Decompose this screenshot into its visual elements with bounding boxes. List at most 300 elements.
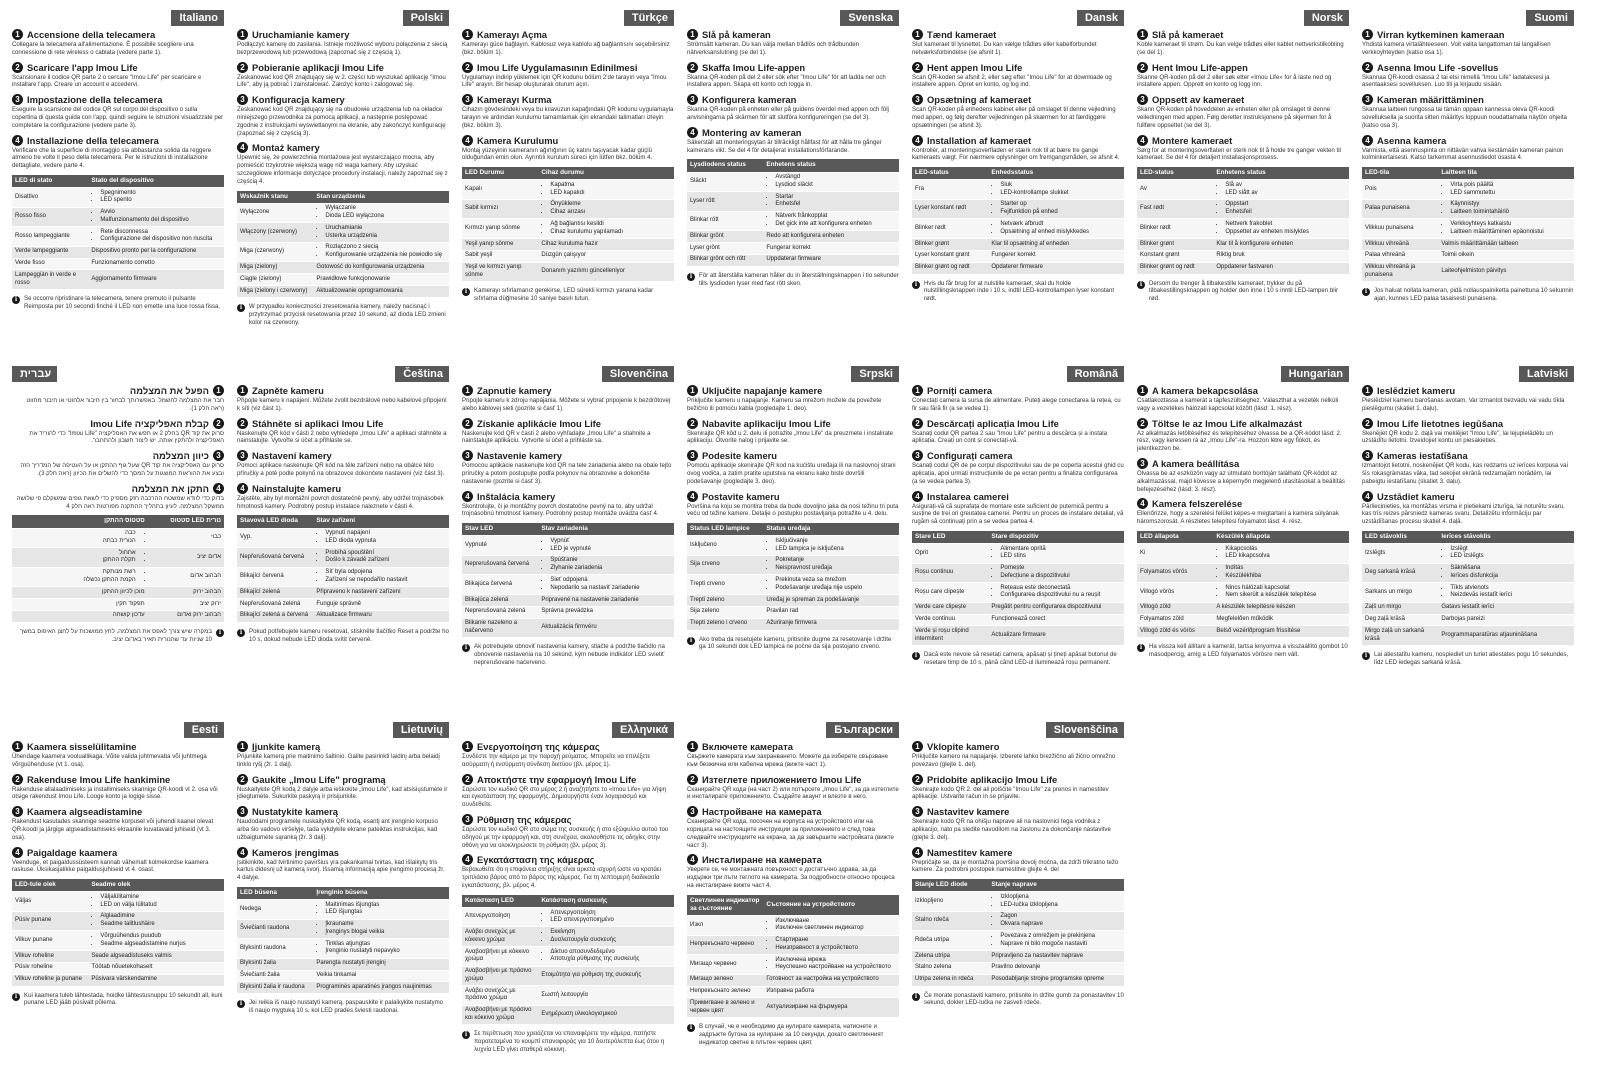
device-status-header: Ierīces stāvoklis bbox=[1438, 531, 1574, 544]
device-state-cell bbox=[1213, 219, 1349, 239]
table-row bbox=[1362, 238, 1574, 250]
language-section bbox=[687, 366, 899, 651]
device-state-item: • Indítás bbox=[1225, 565, 1346, 573]
led-state-cell: Neprerušovaná zelená bbox=[462, 606, 538, 618]
step-number-icon: 3 bbox=[687, 806, 698, 817]
table-row bbox=[912, 974, 1124, 985]
table-row bbox=[462, 618, 674, 637]
device-state-item: • LED απενεργοποιημένο bbox=[550, 917, 671, 925]
table-header-row bbox=[1137, 531, 1349, 544]
step-number-icon: 4 bbox=[912, 491, 923, 502]
device-state-cell bbox=[763, 172, 899, 192]
table-row bbox=[1137, 583, 1349, 603]
led-status-table bbox=[12, 879, 224, 985]
step-number-icon: 2 bbox=[912, 418, 923, 429]
device-state-cell bbox=[988, 544, 1124, 564]
step-text: Priključite kamero na napajanje. Izberete lahko brezžično ali žično omrežno povezavo (glejte 1. del). bbox=[912, 753, 1116, 768]
step-title: Configurați camera bbox=[927, 450, 1013, 462]
led-status-table bbox=[1137, 531, 1349, 637]
device-state-cell bbox=[1438, 583, 1574, 603]
step-heading bbox=[687, 62, 899, 73]
device-state-list bbox=[766, 957, 896, 972]
device-state-item: Veikia tinkamai bbox=[316, 972, 357, 979]
step-number-icon: 2 bbox=[1137, 418, 1148, 429]
step-number-icon: 4 bbox=[213, 483, 224, 494]
step-heading bbox=[912, 847, 1124, 858]
step-text: Priključite kameru u napajanje. Kameru sa mrežom možete da povežete bežično ili pomoću kabla (pogledajte 1. deo). bbox=[687, 397, 882, 412]
step-text: Rakendust kasutades skannige seadme korpusel või juhendi kaanel olevat QR-koodi ja järgige algseadistamiseks ekraanile kuvatavaid juhiseid (vt 3. osa). bbox=[12, 818, 214, 841]
led-state-cell: Villogó vörös bbox=[1137, 583, 1213, 603]
language-section bbox=[1362, 366, 1574, 667]
step-title: Impostazione della telecamera bbox=[27, 94, 163, 106]
step-number-icon: 2 bbox=[237, 774, 248, 785]
device-state-list bbox=[541, 182, 671, 197]
step-title: Töltse le az Imou Life alkalmazást bbox=[1152, 417, 1303, 429]
led-state-cell: Püsiv roheline bbox=[12, 962, 88, 974]
table-row bbox=[462, 986, 674, 1006]
step-heading bbox=[237, 62, 449, 73]
step-text: Pieslēdziet kameru barošanas avotam. Var izmantot bezvadu vai vadu tīkla pieslēgumu (skatiet 1. daļu). bbox=[1362, 397, 1565, 412]
step-block bbox=[687, 62, 899, 90]
device-state-cell bbox=[538, 594, 674, 606]
led-status-header: Stavová LED dioda bbox=[237, 515, 313, 528]
device-state-cell bbox=[538, 618, 674, 637]
device-state-item: • Kikapcsolás bbox=[1225, 546, 1346, 554]
table-row bbox=[237, 242, 449, 262]
led-status-header: Status LED lampice bbox=[687, 523, 763, 536]
device-status-header: Stanje naprave bbox=[988, 879, 1124, 892]
led-state-cell: Zaļš un mirgo bbox=[1362, 602, 1438, 614]
step-block bbox=[462, 94, 674, 129]
device-status-header: Status uređaja bbox=[763, 523, 899, 536]
step-block bbox=[1137, 29, 1349, 57]
device-state-item: Aktualizace firmwaru bbox=[316, 612, 372, 619]
table-row bbox=[1137, 250, 1349, 262]
table-row bbox=[1362, 180, 1574, 200]
device-state-list bbox=[766, 577, 896, 592]
step-block bbox=[12, 135, 224, 170]
step-text: סרוק עם האפליקציה את קוד QR שעל גוף ההתקן או על העטיפה של המדריך הזה ובצע את ההוראות המוצגות על המסך כדי להשלים את הכיוון (ראה חלק 3). bbox=[20, 462, 224, 477]
device-state-list bbox=[1216, 182, 1346, 197]
step-heading bbox=[912, 741, 1124, 752]
device-state-list bbox=[15, 530, 145, 545]
device-state-item: Opdaterer firmware bbox=[991, 264, 1043, 271]
step-block bbox=[912, 94, 1124, 129]
step-heading bbox=[1362, 29, 1574, 40]
table-row bbox=[12, 528, 224, 548]
step-heading bbox=[912, 774, 1124, 785]
step-block bbox=[12, 741, 224, 769]
device-state-cell bbox=[1438, 563, 1574, 583]
device-status-header: Készülék állapota bbox=[1213, 531, 1349, 544]
step-text: Scan QR-koden på enhedens kabinet eller på omslaget til denne vejledning med appen, og følg derefter vejledningen på skærmen for at færdiggøre opsætningen (se afsnit 3). bbox=[912, 106, 1116, 129]
step-text: Skannaa laitteen rungossa tai tämän oppaan kannessa oleva QR-koodi sovelluksella ja suorita sitten määritys loppuun noudattamalla näytön ohjeita (katso osa 3). bbox=[1362, 106, 1567, 129]
step-number-icon: 1 bbox=[687, 29, 698, 40]
step-number-icon: 3 bbox=[912, 94, 923, 105]
reset-note-text: För att återställa kameran håller du in återställningsknappen i tio sekunder tills lysdioden lyser med fast rött sken. bbox=[699, 271, 899, 287]
device-state-item: • Nepodarilo sa nastaviť zariadenie bbox=[550, 585, 671, 593]
step-number-icon: 1 bbox=[1362, 385, 1373, 396]
reset-note-text: Se occorre ripristinare la telecamera, tenere premuto il pulsante Reimposta per 10 secondi finché il LED non emette una luce rossa fissa. bbox=[24, 295, 221, 310]
language-section bbox=[1137, 366, 1349, 659]
device-state-item: • Det gick inte att konfigurera enheten bbox=[775, 221, 896, 229]
device-state-cell bbox=[313, 262, 449, 274]
device-state-cell bbox=[1438, 238, 1574, 250]
led-status-table bbox=[1362, 167, 1574, 281]
table-header-row bbox=[12, 879, 224, 892]
device-state-item: • רשת מנותקת bbox=[15, 569, 136, 577]
language-section bbox=[462, 722, 674, 1054]
step-number-icon: 2 bbox=[687, 62, 698, 73]
device-state-cell bbox=[12, 587, 148, 599]
table-header-row bbox=[12, 175, 224, 188]
device-state-item: Klar til opsætning af enheden bbox=[991, 240, 1070, 247]
step-number-icon: 2 bbox=[912, 62, 923, 73]
device-state-list bbox=[766, 937, 896, 952]
device-state-cell bbox=[1438, 614, 1574, 626]
table-row bbox=[462, 606, 674, 618]
language-header bbox=[687, 10, 899, 26]
step-block bbox=[912, 491, 1124, 526]
step-number-icon: 2 bbox=[237, 62, 248, 73]
step-heading bbox=[1362, 450, 1574, 461]
step-text: Scan QR-koden se afsnit 2, eller søg efter "Imou Life" for at downloade og installere appen. Opret en konto, og log ind. bbox=[912, 73, 1112, 89]
step-number-icon: 2 bbox=[1362, 418, 1373, 429]
step-text: Βεβαιωθείτε ότι η επιφάνεια στήριξης είναι αρκετά ισχυρή ώστε να κρατάει τριπλάσιο βάρος από το βάρος της κάμερας. Για τη λεπτομερή διαδικασία εγκατάστασης, βλ. μέρος 4. bbox=[462, 866, 661, 889]
table-row bbox=[12, 931, 224, 951]
step-text: Pomoću aplikacije skenirajte QR kod na kućištu uređaja ili na naslovnoj strani ovog vodiča, a zatim pratite uputstva na ekranu kako biste dovršili podešavanje (pogledajte 3. deo). bbox=[687, 462, 896, 485]
led-status-table bbox=[12, 175, 224, 289]
device-state-item: • Αποτυχία ρύθμισης της συσκευής bbox=[550, 956, 671, 964]
device-state-cell bbox=[88, 258, 224, 270]
led-state-cell: Verde continuu bbox=[912, 614, 988, 626]
step-block bbox=[237, 806, 449, 841]
reset-note bbox=[237, 999, 449, 1015]
table-row bbox=[912, 180, 1124, 200]
led-state-cell: Roșu care clipește bbox=[912, 583, 988, 603]
step-text: Olvassa be az eszközön vagy az útmutató borítóján található QR-kódot az alkalmazással, majd kövesse a képernyőn megjelenő utasításokat a beállítás befejezéséhez (lásd: 3. rész). bbox=[1137, 469, 1345, 493]
step-number-icon: 1 bbox=[1137, 385, 1148, 396]
device-state-list bbox=[541, 949, 671, 964]
step-number-icon: 1 bbox=[12, 29, 23, 40]
device-state-item: A készülék telepítésre készen bbox=[1216, 604, 1296, 611]
step-title: הפעל את המצלמה bbox=[129, 385, 209, 396]
device-state-cell bbox=[88, 207, 224, 227]
led-status-header: נורית LED סטטוס bbox=[148, 515, 224, 528]
led-state-cell: Verde care clipește bbox=[912, 602, 988, 614]
table-row bbox=[237, 610, 449, 621]
table-row bbox=[462, 250, 674, 262]
step-text: סרוק את קוד QR בחלק 2 או חפש את האפליקציה "Imou Life" כדי להוריד את האפליקציה ולהתקין אותה. יש ליצור חשבון ולהתחבר. bbox=[29, 429, 224, 445]
step-title: Kameran määrittäminen bbox=[1377, 94, 1484, 106]
table-header-row bbox=[687, 895, 899, 916]
device-state-list bbox=[541, 221, 671, 236]
device-state-cell bbox=[538, 947, 674, 967]
step-block bbox=[1362, 135, 1574, 163]
step-text: Připojte kameru k napájení. Můžete zvolit bezdrátové nebo kabelové připojení k síti (viz část 1). bbox=[237, 397, 447, 412]
table-row bbox=[237, 599, 449, 611]
step-heading bbox=[12, 806, 224, 817]
step-number-icon: 2 bbox=[1362, 62, 1373, 73]
info-icon: i bbox=[462, 644, 470, 652]
device-state-item: • Oppstart bbox=[1225, 201, 1346, 209]
step-number-icon: 3 bbox=[12, 806, 23, 817]
led-state-cell: Ανάβει συνεχώς με κόκκινο χρώμα bbox=[462, 927, 538, 947]
table-header-row bbox=[12, 515, 224, 528]
led-state-cell: Sarkans un mirgo bbox=[1362, 583, 1438, 603]
reset-note-text: במקרה שיש צורך לאפס את המצלמה, לחץ ממושכות על לחצן האיפוס במשך 10 שניות עד שהנורית תאיר באדום יציב. bbox=[20, 627, 212, 643]
device-state-item: • Kapatma bbox=[550, 182, 671, 190]
step-text: Сканирайте QR кода (на част 2) или потърсете „Imou Life", за да изтеглите и инсталирате приложението. Създайте акаунт и влезте в него. bbox=[687, 785, 899, 801]
led-state-cell: Pois bbox=[1362, 180, 1438, 200]
led-state-cell: Miga (zielony) bbox=[237, 262, 313, 274]
reset-note-text: Kamerayı sıfırlamanız gerekirse, LED sürekli kırmızı yanana kadar sıfırlama düğmesine 10 saniye basılı tutun. bbox=[474, 287, 654, 302]
table-row bbox=[687, 211, 899, 231]
info-icon: i bbox=[237, 629, 245, 637]
device-state-list bbox=[1441, 201, 1571, 216]
table-row bbox=[687, 916, 899, 936]
step-text: Sørg for at monteringsoverflaten er sterk nok til å holde tre ganger vekten til kameraet. Se del 4 for detaljert installasjonsprosess. bbox=[1137, 146, 1341, 162]
device-state-item: Belső vezérlőprogram frissítése bbox=[1216, 628, 1301, 635]
step-heading bbox=[1362, 94, 1574, 105]
led-status-table bbox=[687, 523, 899, 629]
table-row bbox=[912, 250, 1124, 262]
step-block bbox=[462, 135, 674, 163]
reset-note bbox=[1137, 643, 1349, 659]
reset-note-text: Če morate ponastaviti kamero, pritisnite in držite gumb za ponastavitev 10 sekund, dokler LED-lučka ne zasveti rdeče. bbox=[924, 991, 1124, 1007]
table-row bbox=[687, 192, 899, 212]
table-row bbox=[1137, 199, 1349, 219]
step-heading bbox=[12, 418, 224, 429]
step-text: Csatlakoztassa a kamerát a tápfeszültséghez. Választhat a vezeték nélküli vagy a vezetékes hálózati kapcsolat között (lásd: 1. rész). bbox=[1137, 397, 1339, 412]
led-state-cell: Blikající zelená a červená bbox=[237, 610, 313, 621]
device-state-item: • Malfunzionamento del dispositivo bbox=[100, 217, 221, 225]
step-text: Naudodami programėlę nuskaitykite QR kodą, esantį ant įrenginio korpuso arba šio vadovo viršelyje, tada vykdykite ekrane pateiktas instrukcijas, kad užbaigtumėte sąranką (žr. 3 dalį). bbox=[237, 818, 438, 841]
device-state-cell bbox=[313, 587, 449, 599]
device-state-cell bbox=[313, 900, 449, 920]
step-heading bbox=[462, 854, 674, 865]
step-text: Skenirajte QR kôd u 2. delu ili potražite „Imou Life" da preuzmete i instalirate aplikaciju. Otvorite nalog i prijavite se. bbox=[687, 429, 894, 445]
device-state-item: • Avstängd bbox=[775, 174, 896, 182]
device-state-item: Pripravljeno za nastavitev naprave bbox=[991, 952, 1084, 959]
step-number-icon: 2 bbox=[12, 62, 23, 73]
device-state-item: • LED stins bbox=[1000, 553, 1121, 561]
device-state-item: Aktualizowanie oprogramowania bbox=[316, 287, 403, 294]
step-heading bbox=[462, 450, 674, 461]
table-row bbox=[462, 262, 674, 281]
device-state-cell bbox=[763, 998, 899, 1017]
step-title: Paigaldage kaamera bbox=[27, 846, 118, 858]
device-state-item: • Изключена мрежа bbox=[775, 957, 896, 965]
led-state-cell: Blinker grønt bbox=[1137, 238, 1213, 250]
table-row bbox=[12, 188, 224, 208]
device-status-header: Stav zařízení bbox=[313, 515, 449, 528]
device-state-list bbox=[766, 213, 896, 228]
step-text: Naskenujte QR kód v části 2 nebo vyhledejte „Imou Life" a aplikaci stáhněte a nainstalujte. Vytvořte si účet a přihlaste se. bbox=[237, 429, 447, 445]
device-state-cell bbox=[1213, 583, 1349, 603]
device-state-item: • Rete disconnessa bbox=[100, 229, 221, 237]
step-title: Hent Imou Life-appen bbox=[1152, 61, 1248, 73]
device-state-item: • Probíhá spouštění bbox=[325, 550, 446, 558]
step-heading bbox=[1362, 385, 1574, 396]
device-state-item: Donanım yazılımı güncelleniyor bbox=[541, 268, 626, 275]
device-state-item: • Απενεργοποίηση bbox=[550, 910, 671, 918]
led-state-cell: Fast rødt bbox=[1137, 199, 1213, 219]
table-row bbox=[12, 892, 224, 912]
led-state-cell: Nepřerušovaná červená bbox=[237, 548, 313, 568]
step-title: Kamerayı Kurma bbox=[477, 94, 552, 106]
table-row bbox=[237, 548, 449, 568]
led-state-cell: Vilkuv punane bbox=[12, 931, 88, 951]
table-row bbox=[1137, 262, 1349, 273]
step-number-icon: 2 bbox=[12, 774, 23, 785]
info-icon: i bbox=[1362, 652, 1370, 660]
reset-note-text: W przypadku konieczności zresetowania kamery, należy nacisnąć i przytrzymać przycisk resetowania przez 10 sekund, aż dioda LED zmieni kolor na czerwony. bbox=[249, 302, 446, 326]
table-row bbox=[237, 587, 449, 599]
led-state-cell: Blyksinti raudona bbox=[237, 939, 313, 959]
step-heading bbox=[237, 142, 449, 153]
device-state-item: • Alglaadimine bbox=[100, 913, 221, 921]
table-row bbox=[237, 982, 449, 993]
step-text: Scanați codul QR partea 2 sau "Imou Life" pentru a descărca și a instala aplicația. Creați un cont și conectați-vă. bbox=[912, 429, 1108, 445]
step-title: Kameras iestatīšana bbox=[1377, 450, 1468, 462]
step-text: Σαρώστε τον κωδικό QR στο σώμα της συσκευής ή στο εξώφυλλο αυτού του οδηγού με την εφαρμογή και, στη συνέχεια, ακολουθήστε τις οδηγίες στην οθόνη για να ολοκληρώσετε τη ρύθμιση (βλ. μέρος 3). bbox=[462, 825, 669, 849]
language-section bbox=[237, 722, 449, 1015]
led-state-cell: Blinkar grönt bbox=[687, 231, 763, 243]
device-state-cell bbox=[538, 199, 674, 219]
device-state-item: • Neizdevās iestatīt ierīci bbox=[1450, 592, 1571, 600]
step-number-icon: 2 bbox=[687, 418, 698, 429]
device-state-cell bbox=[763, 594, 899, 606]
step-block bbox=[1137, 418, 1349, 453]
step-block bbox=[912, 847, 1124, 875]
language-section bbox=[237, 10, 449, 326]
led-status-table bbox=[1362, 531, 1574, 645]
device-state-list bbox=[991, 546, 1121, 561]
step-title: Ενεργοποίηση της κάμερας bbox=[477, 741, 600, 752]
step-title: Slå på kameraet bbox=[1152, 29, 1224, 40]
info-icon: i bbox=[12, 296, 20, 304]
led-state-cell: Izslēgts bbox=[1362, 544, 1438, 564]
step-heading bbox=[237, 741, 449, 752]
device-state-list bbox=[91, 894, 221, 909]
step-heading bbox=[912, 135, 1124, 146]
device-state-cell bbox=[763, 243, 899, 255]
step-text: Ühendage kaamera vooluallikaga. Võite valida juhtmevaba või juhtmega võrguühenduse (vt 1. osa). bbox=[12, 753, 207, 768]
led-state-cell: Vilkkuu vihreänä bbox=[1362, 238, 1438, 250]
step-heading bbox=[12, 483, 224, 494]
led-state-cell: הבהוב אדום bbox=[148, 567, 224, 587]
device-state-item: • Naprave ni bilo mogoče nastaviti bbox=[1000, 941, 1121, 949]
step-heading bbox=[237, 418, 449, 429]
device-state-item: • Vypnúť bbox=[550, 538, 671, 546]
reset-note bbox=[912, 651, 1124, 667]
step-title: Kamera felszerelése bbox=[1152, 498, 1243, 510]
device-state-cell bbox=[538, 219, 674, 239]
device-state-cell bbox=[988, 911, 1124, 931]
device-state-cell bbox=[1213, 238, 1349, 250]
step-block bbox=[687, 741, 899, 769]
step-title: Imou Life lietotnes iegūšana bbox=[1377, 417, 1504, 429]
device-state-item: Pripravené na nastavenie zariadenie bbox=[541, 596, 639, 603]
table-row bbox=[1137, 626, 1349, 637]
device-state-item: Programmaparatūras atjaunināšana bbox=[1441, 631, 1538, 638]
device-state-cell bbox=[763, 955, 899, 975]
device-state-item: • Стартиране bbox=[775, 937, 896, 945]
table-row bbox=[12, 258, 224, 270]
step-text: Az alkalmazás letöltéséhez és telepítéséhez olvassa be a QR-kódot lásd: 2. rész, vagy keressen rá az „Imou Life"-ra. Hozzon létre egy fiókot, és jelentkezzen be. bbox=[1137, 429, 1342, 453]
led-state-cell: Miga (zielony i czerwony) bbox=[237, 286, 313, 297]
led-state-cell: Verde și roșu clipind intermitent bbox=[912, 626, 988, 645]
step-heading bbox=[687, 774, 899, 785]
step-block bbox=[687, 385, 899, 413]
device-state-item: Ενημέρωση υλικολογισμικού bbox=[541, 1011, 617, 1018]
step-number-icon: 2 bbox=[912, 774, 923, 785]
reset-note-text: Ha vissza kell állítani a kamerát, tartsa lenyomva a visszaállító gombot 10 másodpercig, amíg a LED folyamatos vörösre nem vált. bbox=[1149, 643, 1348, 659]
step-title: Nainstalujte kameru bbox=[252, 482, 342, 494]
reset-note-text: Dacă este nevoie să resetați camera, apăsați și țineți apăsat butonul de resetare timp de 10 s, până când LED-ul iluminează roșu permanent. bbox=[924, 651, 1117, 666]
device-state-list bbox=[1216, 221, 1346, 236]
led-state-cell: Villogó zöld és vörös bbox=[1137, 626, 1213, 637]
step-heading bbox=[1362, 62, 1574, 73]
table-header-row bbox=[237, 887, 449, 900]
led-state-cell: כבוי bbox=[148, 528, 224, 548]
device-state-cell bbox=[763, 618, 899, 629]
led-state-cell: Släckt bbox=[687, 172, 763, 192]
step-text: Asigurați-vă că suprafața de montare este suficient de puternică pentru a susține de trei ori greutatea camerei. Pentru un proces de instalare detaliat, vă rugăm să continuați prin a se vedea partea 4. bbox=[912, 502, 1124, 526]
step-number-icon: 3 bbox=[12, 94, 23, 105]
language-section bbox=[237, 366, 449, 643]
device-state-cell bbox=[88, 974, 224, 985]
step-block bbox=[12, 94, 224, 129]
reset-note bbox=[237, 628, 449, 644]
led-state-cell: Blikající zelená bbox=[237, 587, 313, 599]
device-status-header: Състояние на устройството bbox=[763, 895, 899, 916]
device-state-item: • LED dioda vypnuta bbox=[325, 538, 446, 546]
device-state-item: • Εκκίνηση bbox=[550, 929, 671, 937]
device-state-item: Fungerar korrekt bbox=[766, 244, 811, 251]
led-state-cell: Blinker grønt og rødt bbox=[1137, 262, 1213, 273]
step-number-icon: 4 bbox=[237, 142, 248, 153]
table-row bbox=[1362, 262, 1574, 281]
step-text: חבר את המצלמה לחשמל. באפשרותך לבחור בין חיבור אלחוטי או חיבור מחווט (ראה חלק 1). bbox=[26, 397, 224, 412]
reset-note-text: Dersom du trenger å tilbakestille kameraet, trykker du på tilbakestillingsknappen og holder den inne i 10 s inntil LED-lampen blir rød. bbox=[1149, 279, 1339, 303]
step-title: Postavite kameru bbox=[702, 490, 780, 502]
table-row bbox=[1362, 614, 1574, 626]
step-block bbox=[237, 142, 449, 185]
table-row bbox=[687, 974, 899, 986]
table-row bbox=[1137, 602, 1349, 614]
step-heading bbox=[462, 62, 674, 73]
step-number-icon: 2 bbox=[462, 418, 473, 429]
device-state-item: • Δίκτυο αποσυνδεδεμένο bbox=[550, 949, 671, 957]
step-title: Rakenduse Imou Life hankimine bbox=[27, 773, 171, 785]
device-state-item: • LED slått av bbox=[1225, 190, 1346, 198]
table-header-row bbox=[912, 167, 1124, 180]
info-icon: i bbox=[687, 637, 695, 645]
device-state-cell bbox=[988, 950, 1124, 962]
step-heading bbox=[687, 127, 899, 138]
reset-note bbox=[687, 636, 899, 652]
table-row bbox=[912, 262, 1124, 273]
device-state-item: • LED kikapcsolva bbox=[1225, 553, 1346, 561]
device-state-cell bbox=[313, 567, 449, 587]
device-state-item: • Spúšťanie bbox=[550, 557, 671, 565]
step-text: Skannaa QR-koodi osassa 2 tai etsi nimellä "Imou Life" ladataksesi ja asentaaksesi sovelluksen. Luo tili ja kirjaudu sisään. bbox=[1362, 73, 1550, 89]
device-state-cell bbox=[538, 1005, 674, 1024]
device-state-item: Actualizare firmware bbox=[991, 631, 1046, 638]
led-state-cell: Isključeno bbox=[687, 536, 763, 556]
